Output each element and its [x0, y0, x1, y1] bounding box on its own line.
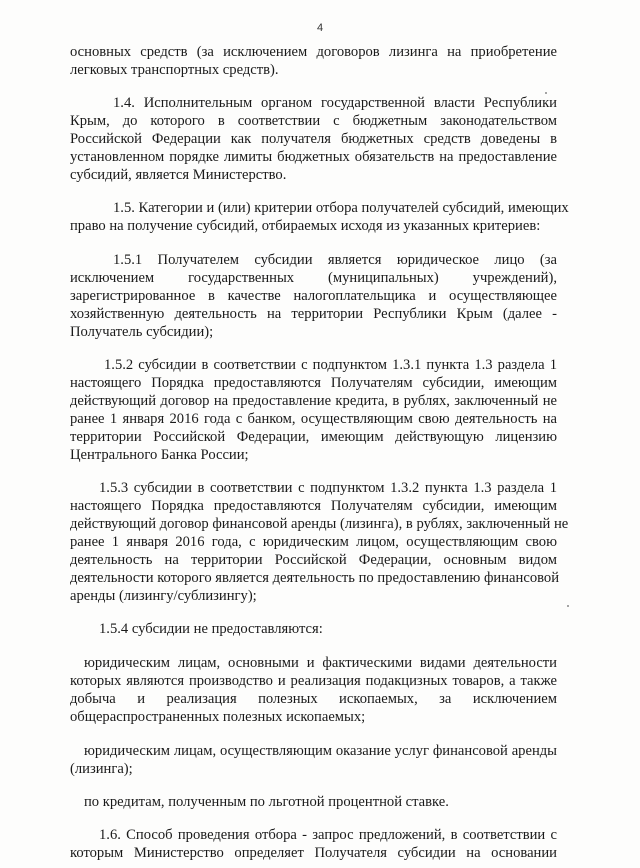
- text-line-pa-l2: которых являются производство и реализация подакцизных товаров, а также: [70, 673, 557, 689]
- text-line-pa-l1: юридическим лицам, основными и фактическими видами деятельности: [84, 655, 557, 671]
- text-line-p152-l1: 1.5.2 субсидии в соответствии с подпунктом 1.3.1 пункта 1.3 раздела 1: [104, 357, 557, 373]
- text-line-p15-l1: 1.5. Категории и (или) критерии отбора получателей субсидий, имеющих: [113, 200, 569, 216]
- text-line-p153-l2: настоящего Порядка предоставляются Получателям субсидии, имеющим: [70, 498, 557, 514]
- text-line-p15-l2: право на получение субсидий, отбираемых исходя из указанных критериев:: [70, 218, 541, 234]
- text-line-p151-l4: хозяйственную деятельность на территории Республики Крым (далее -: [70, 306, 557, 322]
- text-line-p153-l3: действующий договор финансовой аренды (лизинга), в рублях, заключенный не: [70, 516, 569, 532]
- text-line-p152-l6: Центрального Банка России;: [70, 447, 249, 463]
- text-line-p14-l4: установленном порядке лимиты бюджетных обязательств на предоставление: [70, 149, 557, 165]
- scan-speck: [567, 605, 569, 607]
- text-line-p152-l3: действующий договор на предоставление кредита, в рублях, заключенный не: [70, 393, 557, 409]
- text-line-p153-l5: деятельность на территории Российской Федерации, основным видом: [70, 552, 557, 568]
- text-line-pa-l4: общераспространенных полезных ископаемых;: [70, 709, 366, 725]
- text-line-p151-l3: зарегистрированное в качестве налогоплательщика и осуществляющее: [70, 288, 557, 304]
- text-line-p0-l2: легковых транспортных средств).: [70, 62, 279, 78]
- text-line-pb-l1: юридическим лицам, осуществляющим оказание услуг финансовой аренды: [84, 743, 557, 759]
- text-line-p152-l2: настоящего Порядка предоставляются Получателям субсидии, имеющим: [70, 375, 557, 391]
- text-line-p14-l5: субсидий, является Министерство.: [70, 167, 287, 183]
- text-line-pb-l2: (лизинга);: [70, 761, 133, 777]
- text-line-p14-l2: Крым, до которого в соответствии с бюджетным законодательством: [70, 113, 557, 129]
- page-number: 4: [316, 22, 324, 34]
- text-line-p16-l2: которым Министерство определяет Получателя субсидии на основании: [70, 845, 557, 861]
- text-line-pc-l1: по кредитам, полученным по льготной процентной ставке.: [84, 794, 449, 810]
- text-line-p152-l4: ранее 1 января 2016 года с банком, осуществляющим свою деятельность на: [70, 411, 557, 427]
- text-line-p153-l7: аренды (лизингу/сублизингу);: [70, 588, 257, 604]
- text-line-p153-l6: деятельности которого является деятельность по предоставлению финансовой: [70, 570, 560, 586]
- text-line-p153-l1: 1.5.3 субсидии в соответствии с подпунктом 1.3.2 пункта 1.3 раздела 1: [99, 480, 557, 496]
- text-line-p151-l1: 1.5.1 Получателем субсидии является юридическое лицо (за: [113, 252, 557, 268]
- text-line-p151-l5: Получатель субсидии);: [70, 324, 214, 340]
- text-line-p152-l5: территории Российской Федерации, имеющим действующую лицензию: [70, 429, 557, 445]
- text-line-p151-l2: исключением государственных (муниципальных) учреждений),: [70, 270, 557, 286]
- text-line-pa-l3: добыча и реализация полезных ископаемых, за исключением: [70, 691, 557, 707]
- text-line-p16-l1: 1.6. Способ проведения отбора - запрос предложений, в соответствии с: [99, 827, 557, 843]
- text-line-p0-l1: основных средств (за исключением договоров лизинга на приобретение: [70, 44, 557, 60]
- scan-speck: [545, 92, 547, 94]
- text-line-p154-l1: 1.5.4 субсидии не предоставляются:: [99, 621, 323, 637]
- text-line-p14-l3: Российской Федерации как получателя бюджетных средств доведены в: [70, 131, 557, 147]
- text-line-p153-l4: ранее 1 января 2016 года, с юридическим лицом, осуществляющим свою: [70, 534, 557, 550]
- text-line-p14-l1: 1.4. Исполнительным органом государственной власти Республики: [113, 95, 557, 111]
